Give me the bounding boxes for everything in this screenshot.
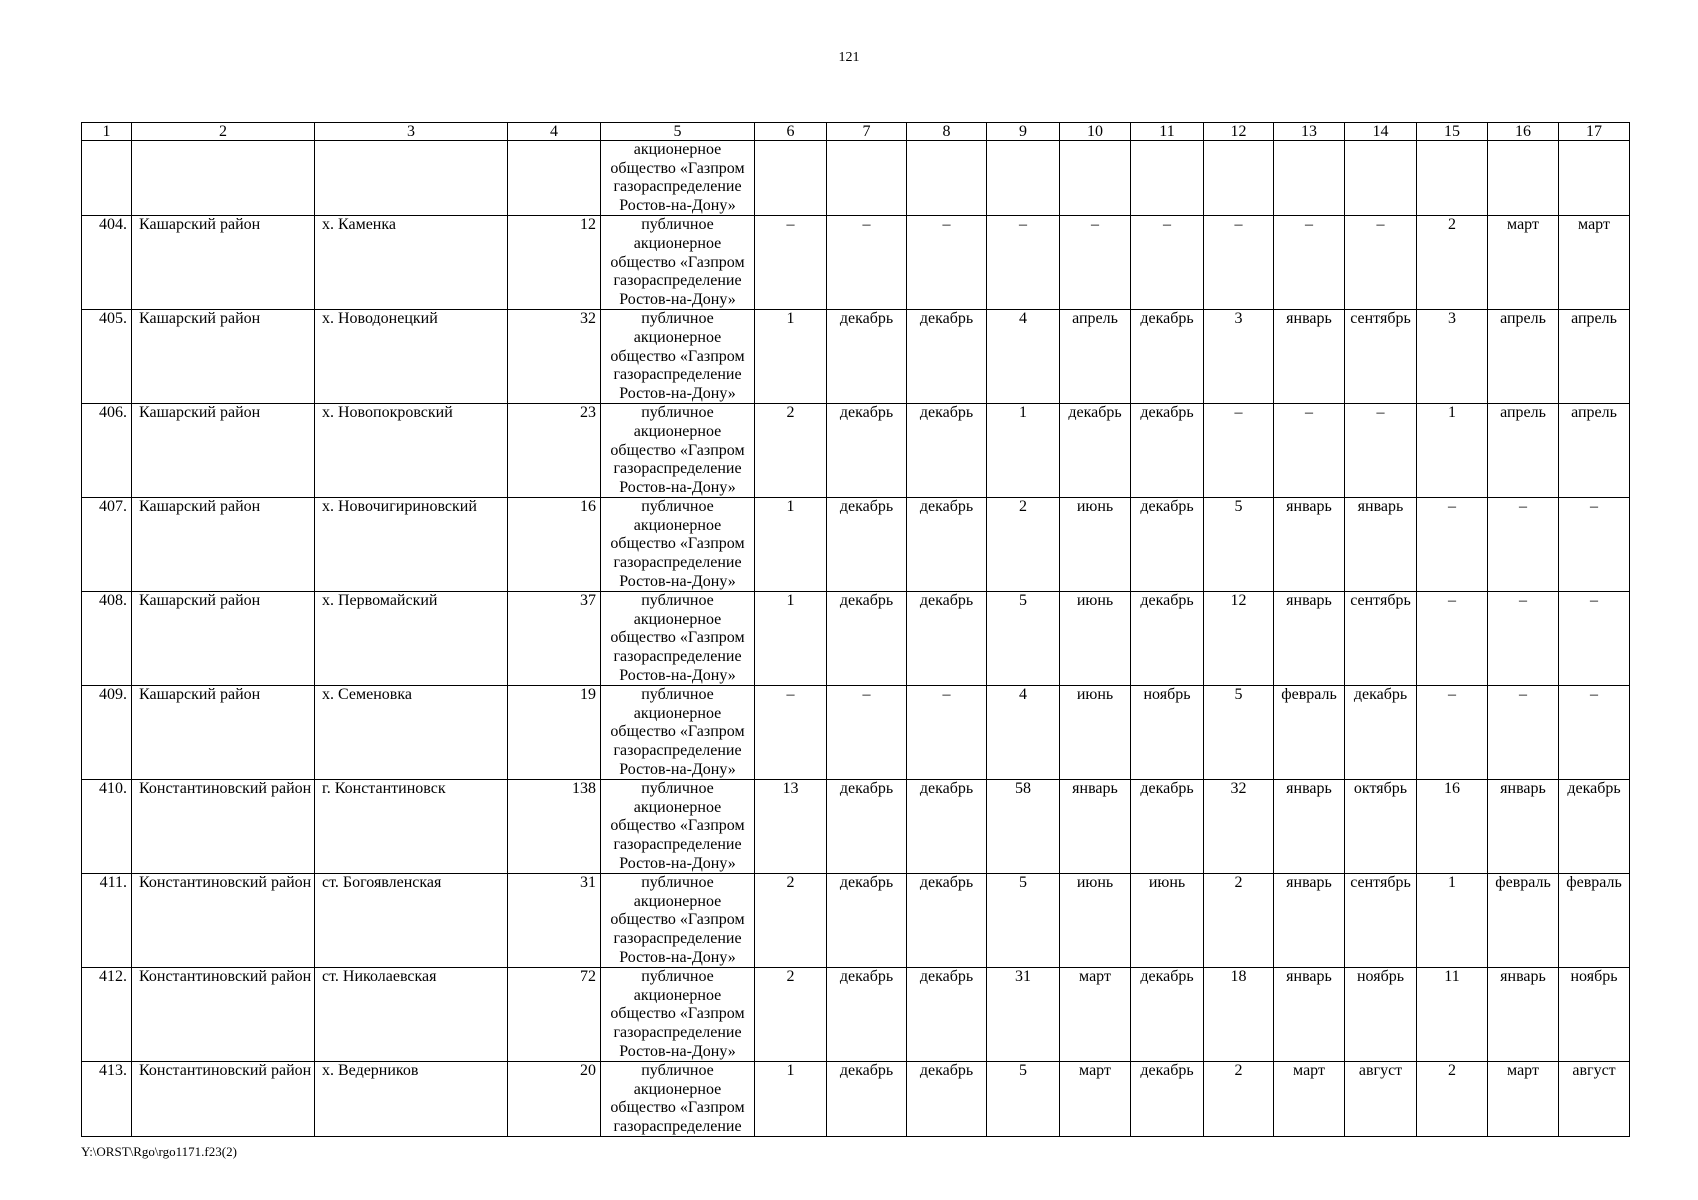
row-number-cell: 406. (82, 404, 132, 498)
row-number-cell: 411. (82, 874, 132, 968)
col7-cell: декабрь (827, 968, 907, 1062)
col11-cell: декабрь (1131, 310, 1204, 404)
table-cell (315, 141, 508, 216)
settlement-cell: х. Новопокровский (315, 404, 508, 498)
settlement-cell: г. Константиновск (315, 780, 508, 874)
column-header: 11 (1131, 123, 1204, 141)
organization-cell: публичное акционерное общество «Газпром газораспределение Ростов-на-Дону» (601, 404, 755, 498)
col12-cell: – (1204, 404, 1274, 498)
col12-cell: 2 (1204, 1062, 1274, 1137)
col11-cell: декабрь (1131, 592, 1204, 686)
col11-cell: декабрь (1131, 498, 1204, 592)
col10-cell: март (1060, 1062, 1131, 1137)
col10-cell: март (1060, 968, 1131, 1062)
col17-cell: – (1559, 498, 1630, 592)
quantity-cell: 37 (508, 592, 601, 686)
col6-cell: – (755, 216, 827, 310)
table-row (82, 498, 1630, 592)
col8-cell: – (907, 686, 987, 780)
quantity-cell: 138 (508, 780, 601, 874)
col8-cell: декабрь (907, 310, 987, 404)
col12-cell: 5 (1204, 498, 1274, 592)
col14-cell: сентябрь (1345, 874, 1417, 968)
col6-cell: – (755, 686, 827, 780)
district-cell: Кашарский район (132, 592, 315, 686)
col9-cell: 4 (987, 686, 1060, 780)
col12-cell: 32 (1204, 780, 1274, 874)
col13-cell: – (1274, 404, 1345, 498)
column-number-row (82, 123, 1630, 141)
table-row (82, 968, 1630, 1062)
col8-cell: декабрь (907, 404, 987, 498)
col17-cell: – (1559, 686, 1630, 780)
col7-cell: декабрь (827, 404, 907, 498)
col15-cell: 3 (1417, 310, 1488, 404)
table-cell (82, 141, 132, 216)
column-header: 4 (508, 123, 601, 141)
file-path-footer: Y:\ORST\Rgo\rgo1171.f23(2) (81, 1144, 237, 1159)
table-row (82, 780, 1630, 874)
settlement-cell: ст. Николаевская (315, 968, 508, 1062)
table-cell (1274, 141, 1345, 216)
col7-cell: декабрь (827, 592, 907, 686)
col11-cell: декабрь (1131, 404, 1204, 498)
col15-cell: 1 (1417, 404, 1488, 498)
col16-cell: апрель (1488, 310, 1559, 404)
col9-cell: 5 (987, 874, 1060, 968)
col17-cell: февраль (1559, 874, 1630, 968)
organization-cell: публичное акционерное общество «Газпром газораспределение Ростов-на-Дону» (601, 968, 755, 1062)
col8-cell: декабрь (907, 592, 987, 686)
column-header: 8 (907, 123, 987, 141)
row-number-cell: 407. (82, 498, 132, 592)
col7-cell: декабрь (827, 780, 907, 874)
col13-cell: январь (1274, 968, 1345, 1062)
col16-cell: – (1488, 498, 1559, 592)
quantity-cell: 16 (508, 498, 601, 592)
col8-cell: декабрь (907, 968, 987, 1062)
column-header: 2 (132, 123, 315, 141)
col16-cell: январь (1488, 968, 1559, 1062)
district-cell: Кашарский район (132, 498, 315, 592)
col11-cell: – (1131, 216, 1204, 310)
col12-cell: 5 (1204, 686, 1274, 780)
row-number-cell: 404. (82, 216, 132, 310)
column-header: 10 (1060, 123, 1131, 141)
col13-cell: январь (1274, 498, 1345, 592)
col10-cell: декабрь (1060, 404, 1131, 498)
table-cell (827, 141, 907, 216)
col13-cell: февраль (1274, 686, 1345, 780)
organization-cell: публичное акционерное общество «Газпром газораспределение Ростов-на-Дону» (601, 874, 755, 968)
table-row (82, 1062, 1630, 1137)
organization-cell: акционерное общество «Газпром газораспределение Ростов-на-Дону» (601, 141, 755, 216)
table-cell (1204, 141, 1274, 216)
column-header: 15 (1417, 123, 1488, 141)
col17-cell: март (1559, 216, 1630, 310)
col14-cell: декабрь (1345, 686, 1417, 780)
col12-cell: 2 (1204, 874, 1274, 968)
settlement-cell: х. Ведерников (315, 1062, 508, 1137)
settlement-cell: ст. Богоявленская (315, 874, 508, 968)
col6-cell: 2 (755, 404, 827, 498)
table-row (82, 216, 1630, 310)
col14-cell: ноябрь (1345, 968, 1417, 1062)
col16-cell: январь (1488, 780, 1559, 874)
col16-cell: – (1488, 592, 1559, 686)
district-cell: Константиновский район (132, 780, 315, 874)
table-cell (987, 141, 1060, 216)
col10-cell: июнь (1060, 686, 1131, 780)
settlement-cell: х. Новочигириновский (315, 498, 508, 592)
col15-cell: – (1417, 686, 1488, 780)
table-row (82, 686, 1630, 780)
col15-cell: 16 (1417, 780, 1488, 874)
organization-cell: публичное акционерное общество «Газпром газораспределение (601, 1062, 755, 1137)
col17-cell: ноябрь (1559, 968, 1630, 1062)
col16-cell: апрель (1488, 404, 1559, 498)
col8-cell: – (907, 216, 987, 310)
col8-cell: декабрь (907, 498, 987, 592)
col17-cell: декабрь (1559, 780, 1630, 874)
table-cell (1131, 141, 1204, 216)
column-header: 12 (1204, 123, 1274, 141)
col7-cell: декабрь (827, 874, 907, 968)
quantity-cell: 20 (508, 1062, 601, 1137)
table-row (82, 874, 1630, 968)
col13-cell: – (1274, 216, 1345, 310)
table-row (82, 592, 1630, 686)
col9-cell: 4 (987, 310, 1060, 404)
table-row (82, 404, 1630, 498)
column-header: 6 (755, 123, 827, 141)
table-cell (755, 141, 827, 216)
col17-cell: август (1559, 1062, 1630, 1137)
quantity-cell: 19 (508, 686, 601, 780)
col12-cell: 12 (1204, 592, 1274, 686)
column-header: 7 (827, 123, 907, 141)
col11-cell: декабрь (1131, 780, 1204, 874)
district-cell: Кашарский район (132, 686, 315, 780)
col15-cell: 2 (1417, 216, 1488, 310)
col14-cell: январь (1345, 498, 1417, 592)
column-header: 14 (1345, 123, 1417, 141)
column-header: 13 (1274, 123, 1345, 141)
col17-cell: апрель (1559, 310, 1630, 404)
col14-cell: – (1345, 404, 1417, 498)
column-header: 5 (601, 123, 755, 141)
col17-cell: – (1559, 592, 1630, 686)
col15-cell: – (1417, 592, 1488, 686)
col6-cell: 1 (755, 310, 827, 404)
col14-cell: сентябрь (1345, 592, 1417, 686)
col11-cell: ноябрь (1131, 686, 1204, 780)
district-cell: Кашарский район (132, 310, 315, 404)
col9-cell: 1 (987, 404, 1060, 498)
col9-cell: – (987, 216, 1060, 310)
table-cell (1559, 141, 1630, 216)
table-cell (508, 141, 601, 216)
col14-cell: октябрь (1345, 780, 1417, 874)
col6-cell: 1 (755, 1062, 827, 1137)
col9-cell: 5 (987, 1062, 1060, 1137)
quantity-cell: 72 (508, 968, 601, 1062)
column-header: 9 (987, 123, 1060, 141)
quantity-cell: 32 (508, 310, 601, 404)
col8-cell: декабрь (907, 874, 987, 968)
col13-cell: январь (1274, 780, 1345, 874)
settlement-cell: х. Каменка (315, 216, 508, 310)
gasification-schedule-table (81, 122, 1630, 1137)
col16-cell: март (1488, 216, 1559, 310)
col12-cell: – (1204, 216, 1274, 310)
col13-cell: март (1274, 1062, 1345, 1137)
col10-cell: – (1060, 216, 1131, 310)
row-number-cell: 409. (82, 686, 132, 780)
organization-cell: публичное акционерное общество «Газпром газораспределение Ростов-на-Дону» (601, 780, 755, 874)
organization-cell: публичное акционерное общество «Газпром газораспределение Ростов-на-Дону» (601, 498, 755, 592)
row-number-cell: 413. (82, 1062, 132, 1137)
col10-cell: июнь (1060, 592, 1131, 686)
table-cell (907, 141, 987, 216)
table-cell (1488, 141, 1559, 216)
table-cell (132, 141, 315, 216)
column-header: 16 (1488, 123, 1559, 141)
continuation-row (82, 141, 1630, 216)
table-cell (1417, 141, 1488, 216)
col6-cell: 2 (755, 874, 827, 968)
col15-cell: – (1417, 498, 1488, 592)
quantity-cell: 31 (508, 874, 601, 968)
col13-cell: январь (1274, 874, 1345, 968)
col16-cell: март (1488, 1062, 1559, 1137)
col8-cell: декабрь (907, 780, 987, 874)
district-cell: Кашарский район (132, 216, 315, 310)
district-cell: Константиновский район (132, 968, 315, 1062)
col13-cell: январь (1274, 310, 1345, 404)
col10-cell: апрель (1060, 310, 1131, 404)
district-cell: Константиновский район (132, 1062, 315, 1137)
column-header: 3 (315, 123, 508, 141)
col6-cell: 2 (755, 968, 827, 1062)
page-number: 121 (838, 50, 860, 65)
row-number-cell: 412. (82, 968, 132, 1062)
col9-cell: 58 (987, 780, 1060, 874)
col6-cell: 13 (755, 780, 827, 874)
row-number-cell: 408. (82, 592, 132, 686)
col9-cell: 2 (987, 498, 1060, 592)
quantity-cell: 12 (508, 216, 601, 310)
col10-cell: январь (1060, 780, 1131, 874)
col11-cell: декабрь (1131, 1062, 1204, 1137)
column-header: 17 (1559, 123, 1630, 141)
col14-cell: – (1345, 216, 1417, 310)
row-number-cell: 410. (82, 780, 132, 874)
settlement-cell: х. Новодонецкий (315, 310, 508, 404)
col12-cell: 3 (1204, 310, 1274, 404)
organization-cell: публичное акционерное общество «Газпром газораспределение Ростов-на-Дону» (601, 686, 755, 780)
settlement-cell: х. Первомайский (315, 592, 508, 686)
col9-cell: 31 (987, 968, 1060, 1062)
row-number-cell: 405. (82, 310, 132, 404)
col10-cell: июнь (1060, 498, 1131, 592)
col7-cell: декабрь (827, 310, 907, 404)
col14-cell: сентябрь (1345, 310, 1417, 404)
table-cell (1345, 141, 1417, 216)
col7-cell: декабрь (827, 1062, 907, 1137)
col7-cell: – (827, 216, 907, 310)
col14-cell: август (1345, 1062, 1417, 1137)
col7-cell: декабрь (827, 498, 907, 592)
organization-cell: публичное акционерное общество «Газпром газораспределение Ростов-на-Дону» (601, 592, 755, 686)
col11-cell: июнь (1131, 874, 1204, 968)
organization-cell: публичное акционерное общество «Газпром газораспределение Ростов-на-Дону» (601, 310, 755, 404)
col6-cell: 1 (755, 592, 827, 686)
col17-cell: апрель (1559, 404, 1630, 498)
col13-cell: январь (1274, 592, 1345, 686)
settlement-cell: х. Семеновка (315, 686, 508, 780)
col10-cell: июнь (1060, 874, 1131, 968)
col16-cell: – (1488, 686, 1559, 780)
district-cell: Кашарский район (132, 404, 315, 498)
col15-cell: 1 (1417, 874, 1488, 968)
column-header: 1 (82, 123, 132, 141)
col15-cell: 11 (1417, 968, 1488, 1062)
col11-cell: декабрь (1131, 968, 1204, 1062)
col6-cell: 1 (755, 498, 827, 592)
table-row (82, 310, 1630, 404)
col8-cell: декабрь (907, 1062, 987, 1137)
col15-cell: 2 (1417, 1062, 1488, 1137)
organization-cell: публичное акционерное общество «Газпром газораспределение Ростов-на-Дону» (601, 216, 755, 310)
district-cell: Константиновский район (132, 874, 315, 968)
col12-cell: 18 (1204, 968, 1274, 1062)
table-cell (1060, 141, 1131, 216)
col9-cell: 5 (987, 592, 1060, 686)
quantity-cell: 23 (508, 404, 601, 498)
col16-cell: февраль (1488, 874, 1559, 968)
col7-cell: – (827, 686, 907, 780)
